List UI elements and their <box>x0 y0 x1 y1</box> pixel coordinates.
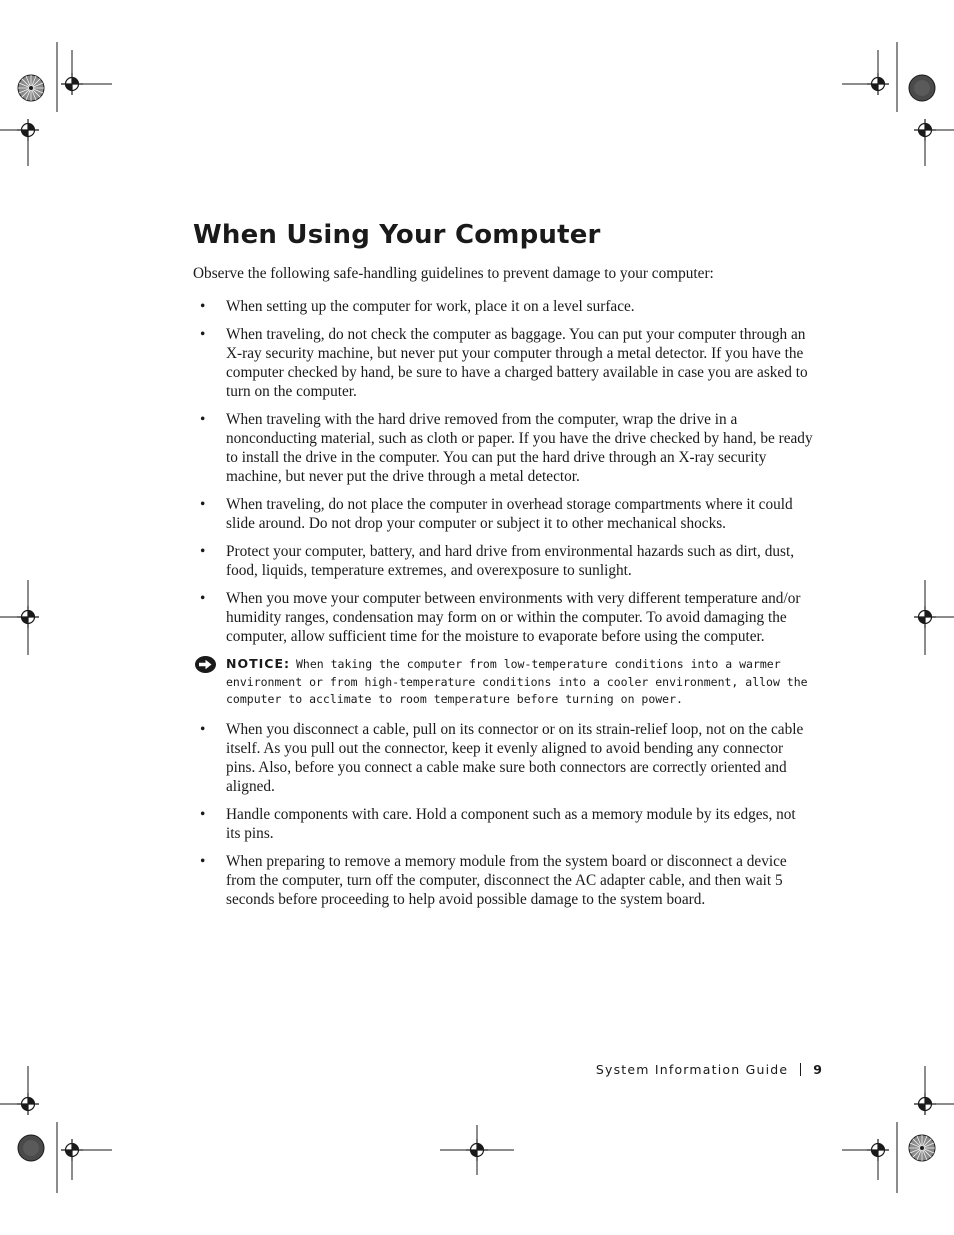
list-item-text: When you move your computer between environments with very different temperature and/or humidity ranges, condensation may form on or within the computer. To avoid damaging the computer, allow sufficient time for the moisture to evaporate before using the computer. <box>226 590 801 645</box>
starburst-target-icon <box>18 75 44 101</box>
notice-text: When taking the computer from low-temperature conditions into a warmer environment or from high-temperature conditions into a cooler environment, allow the computer to acclimate to room temperature before turning on power. <box>226 657 808 706</box>
notice-label: NOTICE: <box>226 656 290 671</box>
starburst-target-icon <box>18 1135 44 1161</box>
bullet: • <box>200 496 206 513</box>
bullet: • <box>200 590 206 607</box>
list-item-text: Protect your computer, battery, and hard drive from environmental hazards such as dirt, dust, food, liquids, temperature extremes, and overexposure to sunlight. <box>226 543 795 579</box>
list-item <box>193 325 813 401</box>
list-item <box>193 589 813 646</box>
page-title: When Using Your Computer <box>193 220 601 250</box>
bullet: • <box>200 852 206 870</box>
registration-crosshair-icon <box>466 1139 488 1161</box>
page-number: 9 <box>813 1062 822 1077</box>
registration-crosshair-icon <box>61 73 83 95</box>
list-item-text: When traveling, do not place the computer in overhead storage compartments where it could slide around. Do not drop your computer or subject it to other mechanical shocks. <box>226 496 793 532</box>
list-item <box>193 720 813 796</box>
registration-crosshair-icon <box>867 1139 889 1161</box>
list-item <box>193 852 813 909</box>
list-item-text: When you disconnect a cable, pull on its connector or on its strain-relief loop, not on the cable itself. As you pull out the connector, keep it evenly aligned to avoid bending any connector pins. Also, before you connect a cable make sure both connectors are correctly oriented and aligned. <box>226 720 804 795</box>
bullet: • <box>200 720 206 738</box>
guidelines-list <box>193 297 813 918</box>
list-item <box>193 297 813 316</box>
list-item <box>193 410 813 486</box>
list-item-text: When preparing to remove a memory module from the system board or disconnect a device from the computer, turn off the computer, disconnect the AC adapter cable, and then wait 5 seconds before proceeding to help avoid possible damage to the system board. <box>226 852 787 908</box>
registration-crosshair-icon <box>17 119 39 141</box>
registration-crosshair-icon <box>914 119 936 141</box>
registration-crosshair-icon <box>914 1093 936 1115</box>
footer-guide-title: System Information Guide <box>595 1062 789 1077</box>
notice-arrow-icon <box>194 655 217 674</box>
intro-paragraph: Observe the following safe-handling guidelines to prevent damage to your computer: <box>193 265 714 282</box>
list-item <box>193 542 813 580</box>
bullet: • <box>200 298 206 315</box>
footer-divider <box>800 1063 801 1076</box>
list-item-text: When traveling, do not check the computer as baggage. You can put your computer through an X-ray security machine, but never put your computer through a metal detector. If you have the computer checked by hand, be sure to have a charged battery available in case you are asked to turn on the computer. <box>226 326 808 400</box>
list-item <box>193 805 813 843</box>
starburst-target-icon <box>909 1135 935 1161</box>
bullet: • <box>200 543 206 560</box>
bullet: • <box>200 326 206 343</box>
list-item-text: When setting up the computer for work, place it on a level surface. <box>226 298 635 315</box>
registration-crosshair-icon <box>867 73 889 95</box>
bullet: • <box>200 805 206 823</box>
registration-crosshair-icon <box>61 1139 83 1161</box>
list-item-text: When traveling with the hard drive removed from the computer, wrap the drive in a nonconducting material, such as cloth or paper. If you have the drive checked by hand, be ready to install the drive in the computer. You can put the hard drive through an X-ray security machine, but never put the drive through a metal detector. <box>226 411 813 485</box>
list-item <box>193 495 813 533</box>
bullet: • <box>200 411 206 428</box>
notice-box <box>193 655 813 709</box>
starburst-target-icon <box>909 75 935 101</box>
list-item-text: Handle components with care. Hold a component such as a memory module by its edges, not its pins. <box>226 805 796 842</box>
registration-crosshair-icon <box>17 1093 39 1115</box>
page-footer <box>596 1062 822 1077</box>
